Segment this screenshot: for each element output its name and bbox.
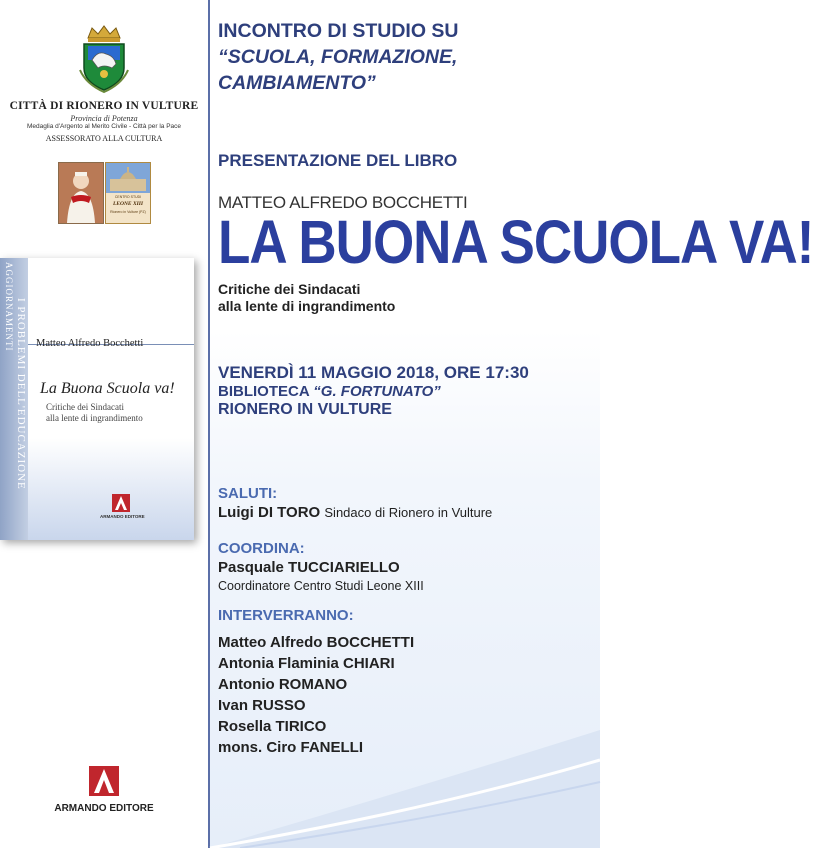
book-title-heading: LA BUONA SCUOLA VA! xyxy=(218,209,813,277)
event-city: RIONERO IN VULTURE xyxy=(218,401,392,418)
city-name: CITTÀ DI RIONERO IN VULTURE xyxy=(9,100,199,112)
city-crest-icon xyxy=(78,24,130,94)
publisher-name: ARMANDO EDITORE xyxy=(54,803,154,814)
centro-label-bottom: Rionero in Vulture (PZ) xyxy=(110,210,146,214)
book-spine xyxy=(0,258,28,540)
saluti-person xyxy=(218,504,492,521)
armando-editore-logo-icon xyxy=(89,766,119,796)
event-date: VENERDÌ 11 MAGGIO 2018, ORE 17:30 xyxy=(218,363,529,382)
book-publisher: ARMANDO EDITORE xyxy=(100,514,145,519)
spine-series: AGGIORNAMENTI xyxy=(4,262,14,352)
presentation-heading: PRESENTAZIONE DEL LIBRO xyxy=(218,151,458,170)
assessorato-label: ASSESSORATO ALLA CULTURA xyxy=(45,134,163,143)
province-label: Provincia di Potenza xyxy=(70,114,138,123)
armando-logo-icon xyxy=(112,494,130,512)
coordina-role: Coordinatore Centro Studi Leone XIII xyxy=(218,579,424,593)
book-subtitle-2: alla lente di ingrandimento xyxy=(46,413,143,423)
venue-name: “G. FORTUNATO” xyxy=(313,383,441,400)
author-name: MATTEO ALFREDO BOCCHETTI xyxy=(218,193,468,212)
event-heading-3: CAMBIAMENTO” xyxy=(218,72,376,94)
spine-title: I PROBLEMI DELL'EDUCAZIONE xyxy=(15,298,27,490)
saluti-name: Luigi DI TORO xyxy=(218,504,321,521)
centro-studi-logo xyxy=(105,162,151,224)
saluti-label: SALUTI: xyxy=(218,485,278,502)
event-heading-2: “SCUOLA, FORMAZIONE, xyxy=(218,46,458,68)
book-gradient xyxy=(28,438,194,540)
book-subtitle-1: Critiche dei Sindacati xyxy=(46,402,124,412)
coordina-label: COORDINA: xyxy=(218,540,305,557)
venue-prefix: BIBLIOTECA xyxy=(218,383,314,400)
pope-leo-portrait xyxy=(58,162,104,224)
left-column xyxy=(0,0,208,848)
saluti-role: Sindaco di Rionero in Vulture xyxy=(324,505,493,520)
basilica-icon xyxy=(106,163,150,193)
speaker: Matteo Alfredo BOCCHETTI xyxy=(218,634,415,651)
book-title: La Buona Scuola va! xyxy=(40,380,175,397)
centro-label-top: CENTRO STUDI xyxy=(114,195,142,199)
subtitle-line-2: alla lente di ingrandimento xyxy=(218,298,396,314)
interverranno-label: INTERVERRANNO: xyxy=(218,607,354,624)
speaker: Antonia Flaminia CHIARI xyxy=(218,655,395,672)
medal-label: Medaglia d'Argento al Merito Civile - Città per la Pace xyxy=(26,123,182,130)
event-heading-1: INCONTRO DI STUDIO SU xyxy=(218,20,459,42)
speaker: Ivan RUSSO xyxy=(218,697,306,714)
pope-portrait-icon xyxy=(59,163,103,223)
book-cover xyxy=(0,258,194,540)
centro-label-name: LEONE XIII xyxy=(112,201,144,207)
speaker: Antonio ROMANO xyxy=(218,676,348,693)
event-venue xyxy=(218,383,441,400)
speaker: Rosella TIRICO xyxy=(218,718,327,735)
coordina-name: Pasquale TUCCIARIELLO xyxy=(218,559,400,576)
book-author: Matteo Alfredo Bocchetti xyxy=(36,338,144,349)
speaker: mons. Ciro FANELLI xyxy=(218,739,364,756)
subtitle-line-1: Critiche dei Sindacati xyxy=(218,281,361,297)
